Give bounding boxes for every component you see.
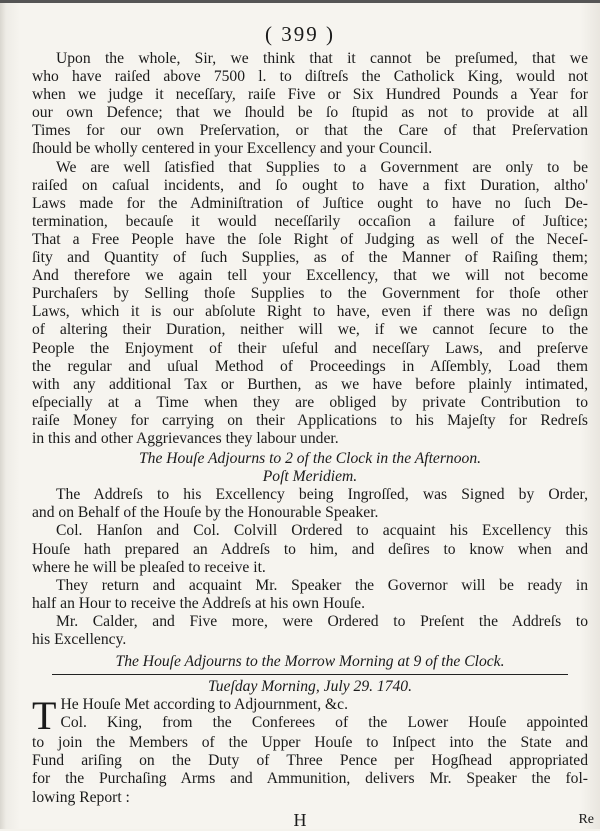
text-line: Col. King, from the Conferees of the Lower Houſe appointed — [60, 714, 588, 732]
text-line: The Addreſs to his Excellency being Ingroſſed, was Signed by Order, — [56, 486, 588, 504]
text-line: Times for our own Preſervation, or that the Care of that Preſervation — [32, 122, 588, 140]
text-line: Upon the whole, Sir, we think that it cannot be preſumed, that we — [56, 50, 588, 67]
text-line: Fund ariſing on the Duty of Three Pence per Hogſhead appropriated — [32, 752, 588, 770]
text-line: termination, becauſe it would neceſſarily occaſion a failure of Juſtice; — [32, 212, 588, 230]
text-line: He Houſe Met according to Adjournment, &c. — [60, 696, 348, 714]
document-body — [32, 50, 588, 807]
text-line: People the Enjoyment of their uſeful and neceſſary Laws, and preſerve — [32, 339, 588, 357]
date-heading: Tueſday Morning, July 29. 1740. — [208, 678, 412, 696]
text-line: Laws, which it is our abſolute Right to have, even if there was no deſign — [32, 303, 588, 321]
adjournment-heading: The Houſe Adjourns to 2 of the Clock in the Afternoon. — [138, 450, 482, 468]
text-line: of altering their Duration, neither will we, if we cannot ſecure to the — [32, 321, 588, 339]
text-line: the regular and uſual Method of Proceedings in Aſſembly, Load them — [32, 357, 588, 375]
post-meridiem-heading: Poſt Meridiem. — [262, 468, 358, 486]
text-line: ſity and Quantity of ſuch Supplies, as of the Manner of Raiſing them; — [32, 249, 588, 267]
text-line: Col. Hanſon and Col. Colvill Ordered to acquaint his Excellency this — [56, 522, 588, 540]
entry-paragraph — [32, 693, 588, 806]
text-line: Laws made for the Adminiſtration of Juſtice ought to have no ſuch De- — [32, 194, 588, 212]
signature-mark: H — [293, 810, 307, 830]
text-line: Mr. Calder, and Five more, were Ordered to Preſent the Addreſs to — [56, 612, 588, 630]
text-line: and on Behalf of the Houſe by the Honourable Speaker. — [32, 504, 379, 522]
text-line: We are well ſatisfied that Supplies to a Government are only to be — [56, 158, 588, 176]
page-number: ( 399 ) — [265, 22, 335, 46]
adjournment-heading: The Houſe Adjourns to the Morrow Morning at 9 of the Clock. — [115, 653, 505, 671]
text-line: Houſe hath prepared an Addreſs to him, and deſires to know when and — [32, 540, 588, 558]
text-line: They return and acquaint Mr. Speaker the Governor will be ready in — [56, 576, 588, 594]
text-line: in this and other Aggrievances they labour under. — [32, 429, 339, 447]
drop-cap: T — [32, 693, 57, 739]
text-line: lowing Report : — [32, 788, 130, 806]
top-rule — [0, 0, 600, 3]
text-line: our own Defence; that we ſhould be ſo ſtupid as not to provide at all — [32, 104, 588, 122]
text-line: Purchaſers by Selling thoſe Supplies to the Government for thoſe other — [32, 285, 588, 303]
text-line: ſhould be wholly centered in your Excellency and your Council. — [32, 140, 433, 158]
text-line: raiſed on caſual incidents, and ſo ought to have a fixt Duration, altho' — [32, 176, 588, 194]
text-line: where he will be pleaſed to receive it. — [32, 558, 266, 576]
text-line: who have raiſed above 7500 l. to diſtreſs the Catholick King, would not — [32, 68, 588, 86]
text-line: when we judge it neceſſary, raiſe Five or Six Hundred Pounds a Year for — [32, 86, 588, 104]
text-line: to join the Members of the Upper Houſe to Inſpect into the State and — [32, 734, 588, 752]
text-line: his Excellency. — [32, 631, 127, 648]
text-line: That a Free People have the ſole Right of Judging as well of the Neceſ- — [32, 230, 588, 248]
section-divider — [52, 674, 568, 675]
text-line: eſpecially at a Time when they are obliged by private Contribution to — [32, 393, 588, 411]
catchword: Re — [578, 812, 594, 827]
text-line: And therefore we again tell your Excellency, that we will not become — [32, 267, 588, 285]
text-line: half an Hour to receive the Addreſs at his own Houſe. — [32, 594, 366, 612]
text-line: raiſe Money for carrying on their Applications to his Majeſty for Redreſs — [32, 411, 588, 429]
text-line: for the Purchaſing Arms and Ammunition, delivers Mr. Speaker the fol- — [32, 770, 588, 788]
text-line: with any additional Tax or Burthen, as we have before plainly intimated, — [32, 375, 588, 393]
